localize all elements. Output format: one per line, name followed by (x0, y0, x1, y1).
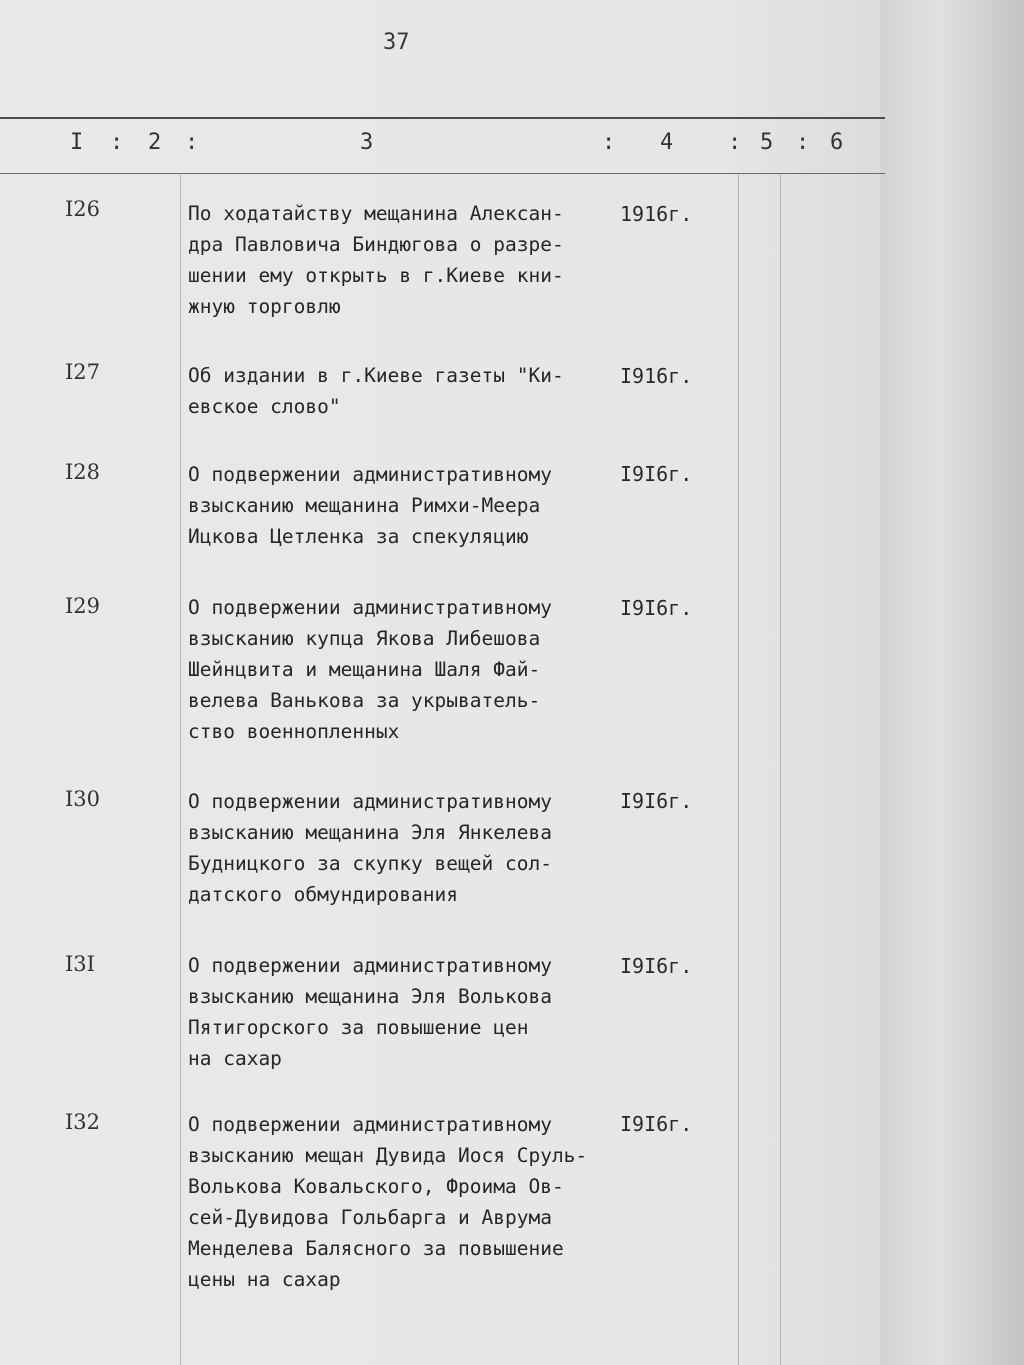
header-rule-top (0, 117, 885, 119)
page-number: 37 (383, 30, 410, 55)
column-header-3: 3 (360, 130, 374, 155)
entry-number: I28 (65, 460, 101, 484)
column-header-4: 4 (660, 130, 674, 155)
column-divider (180, 174, 181, 1365)
entry-description: О подвержении административному взысканию мещанина Эля Волькова Пятигорского за повышение цен на сахар (188, 954, 552, 1070)
entry-description: О подвержении административному взысканию мещанина Римхи-Меера Ицкова Цетленка за спекуляцию (188, 463, 552, 548)
entry-number: I27 (65, 360, 101, 384)
entry-description: Об издании в г.Киеве газеты "Ки- евское слово" (188, 364, 564, 418)
entry-year: I9I6г. (620, 954, 693, 978)
entry-number: I3I (65, 952, 95, 976)
column-divider (780, 174, 781, 1365)
column-separator: : (728, 130, 742, 155)
column-header-2: 2 (148, 130, 162, 155)
entry-number: I32 (65, 1110, 101, 1134)
column-separator: : (602, 130, 616, 155)
entry-year: 1916г. (620, 202, 693, 226)
column-separator: : (185, 130, 199, 155)
entry-year: I9I6г. (620, 462, 693, 486)
column-separator: : (110, 130, 124, 155)
page-edge-shadow (880, 0, 1024, 1365)
column-header-6: 6 (830, 130, 844, 155)
entry-year: I916г. (620, 364, 693, 388)
entry-description: По ходатайству мещанина Алексан- дра Павловича Биндюгова о разре- шении ему открыть в г.Киеве кни- жную торговлю (188, 202, 564, 318)
entry-description: О подвержении административному взысканию купца Якова Либешова Шейнцвита и мещанина Шаля Фай- велева Ванькова за укрыватель- ство военнопленных (188, 596, 552, 743)
column-header-5: 5 (760, 130, 774, 155)
entry-description: О подвержении административному взысканию мещанина Эля Янкелева Будницкого за скупку вещей сол- датского обмундирования (188, 790, 552, 906)
entry-number: I29 (65, 594, 101, 618)
entry-description: О подвержении административному взысканию мещан Дувида Иося Сруль- Волькова Ковальского, Фроима Ов- сей-Дувидова Гольбарга и Аврума Менделева Балясного за повышение цены на сахар (188, 1113, 588, 1291)
header-rule-bottom (0, 173, 885, 174)
column-divider (738, 174, 739, 1365)
entry-year: I9I6г. (620, 596, 693, 620)
entry-number: I26 (65, 197, 101, 221)
entry-year: I9I6г. (620, 789, 693, 813)
entry-number: I30 (65, 787, 101, 811)
column-separator: : (796, 130, 810, 155)
column-header-1: I (70, 130, 84, 155)
entry-year: I9I6г. (620, 1112, 693, 1136)
